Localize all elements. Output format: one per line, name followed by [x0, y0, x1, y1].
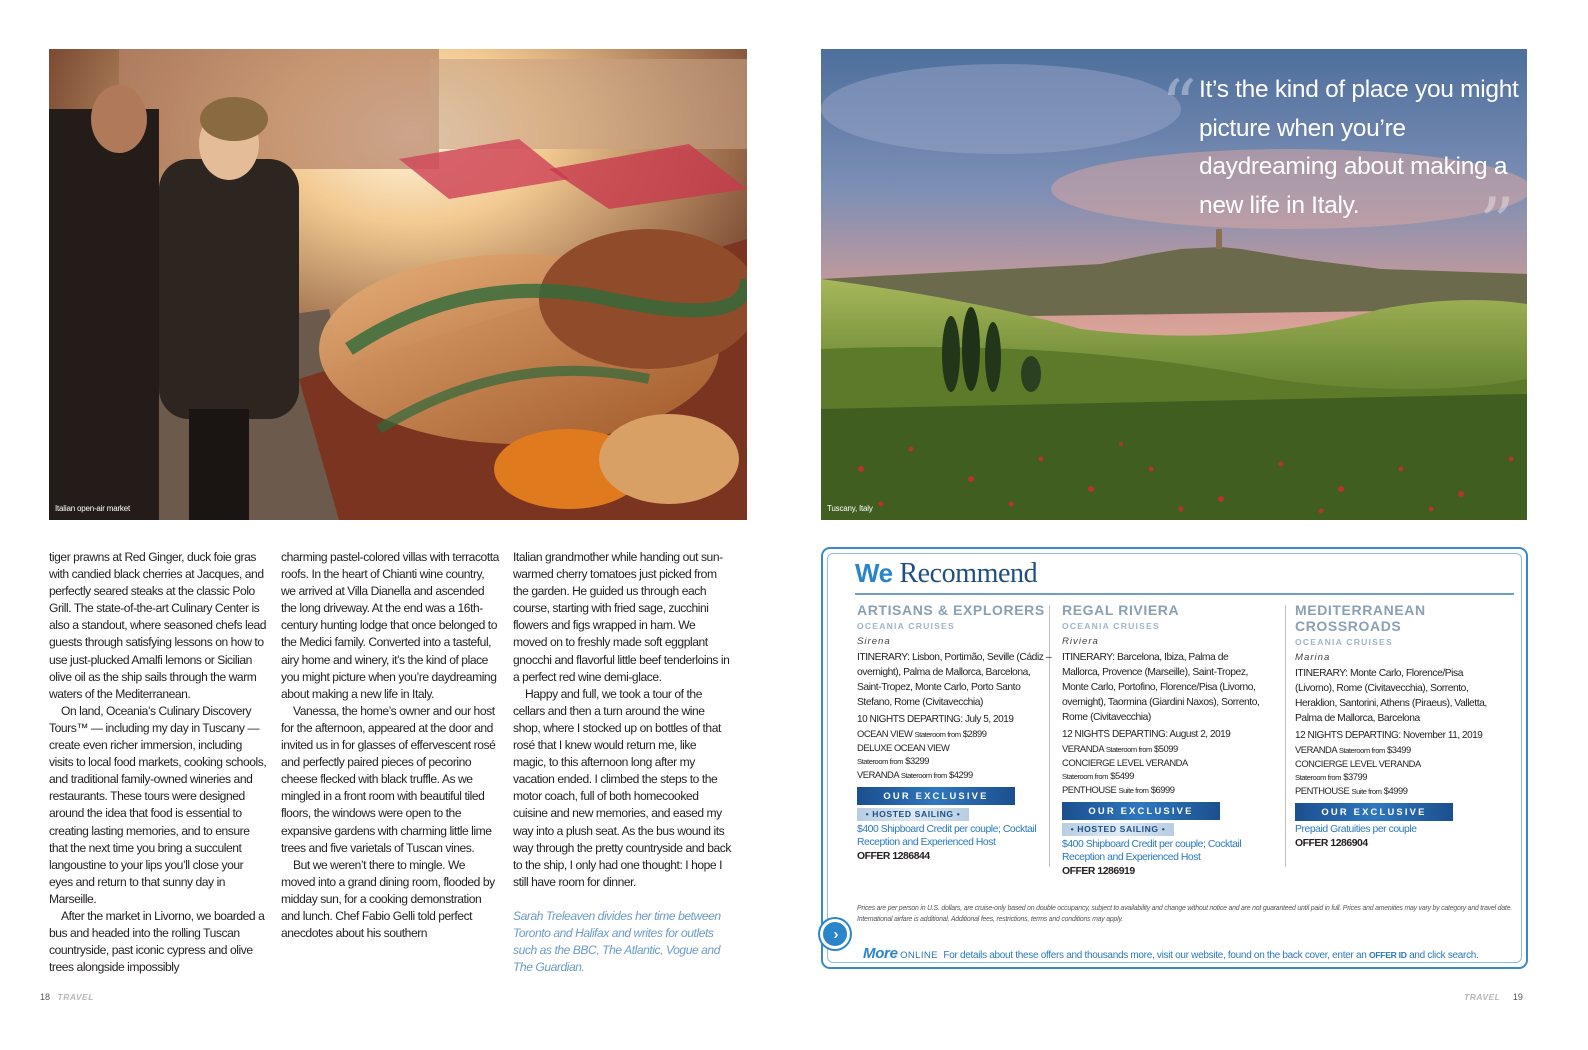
itinerary: ITINERARY: Monte Carlo, Florence/Pisa (Livorno), Rome (Civitavecchia), Sorrento, Heraklion, Santorini, Athens (Piraeus), Valletta, Palma de Mallorca, Barcelona [1295, 668, 1487, 724]
tuscany-caption: Tuscany, Italy [827, 504, 873, 513]
paragraph: charming pastel-colored villas with terracotta roofs. In the heart of Chianti wine country, we arrived at Villa Dianella and ascended the long driveway. At the end was a 16th-century hunting lodge that once belonged to the Medici family. Converted into a tasteful, airy home and winery, it’s the kind of place you might picture when you’re daydreaming about making a new life in Italy. [281, 550, 499, 701]
close-quote-mark-icon: ” [1479, 183, 1515, 265]
article-column-1 [49, 549, 267, 976]
author-bio: Sarah Treleaven divides her time between Toronto and Halifax and writes for outlets such as the BBC, The Atlantic, Vogue and The Guardian. [513, 908, 721, 975]
recommend-title-we: We [855, 558, 893, 588]
cruise-line: OCEANIA CRUISES [1062, 621, 1160, 631]
folio-brand-right: TRAVEL [1464, 992, 1501, 1002]
folio-left [40, 992, 94, 1002]
departure: 10 NIGHTS DEPARTING: July 5, 2019 [857, 714, 1014, 725]
hosted-sailing-banner: • HOSTED SAILING • [1062, 823, 1174, 836]
ship-name: Sirena [857, 636, 891, 647]
offer-id: OFFER 1286904 [1295, 838, 1368, 849]
room-price: VERANDA Stateroom from $3499 [1295, 744, 1411, 755]
offer-id-label: OFFER ID [1368, 950, 1407, 960]
exclusive-perk: $400 Shipboard Credit per couple; Cocktail Reception and Experienced Host [857, 824, 1037, 848]
page-number-right: 19 [1512, 992, 1523, 1002]
column-divider [1285, 605, 1286, 867]
cruise-name: REGAL RIVIERA [1062, 602, 1180, 618]
room-price: PENTHOUSE Suite from $4999 [1295, 785, 1408, 796]
hosted-sailing-banner: • HOSTED SAILING • [857, 808, 969, 821]
room-price: PENTHOUSE Suite from $6999 [1062, 784, 1175, 795]
our-exclusive-banner: OUR EXCLUSIVE [1295, 803, 1453, 821]
room-price: VERANDA Stateroom from $5099 [1062, 743, 1178, 754]
itinerary: ITINERARY: Lisbon, Portimão, Seville (Cádiz – overnight), Palma de Mallorca, Barcelona, Saint-Tropez, Monte Carlo, Porto Santo Stefano, Rome (Civitavecchia) [857, 652, 1052, 708]
tuscany-photo [821, 49, 1527, 520]
ship-name: Riviera [1062, 636, 1099, 647]
market-photo-art [49, 49, 747, 520]
cruise-line: OCEANIA CRUISES [857, 621, 955, 631]
market-caption: Italian open-air market [55, 504, 130, 513]
market-photo [49, 49, 747, 520]
room-price: VERANDA Stateroom from $4299 [857, 769, 973, 780]
article-column-3 [513, 549, 731, 976]
fine-print: Prices are per person in U.S. dollars, are cruise-only based on double occupancy, subject to availability and change without notice and are not guaranteed until paid in full. Prices and amenities may vary by category and travel date. International airfare is additional. Additional fees, restrictions, terms and conditions may apply. [857, 905, 1512, 923]
itinerary: ITINERARY: Barcelona, Ibiza, Palma de Mallorca, Provence (Marseille), Saint-Tropez, Monte Carlo, Portofino, Florence/Pisa (Livorno, overnight), Taormina (Giardini Naxos), Sorrento, Rome (Civitavecchia) [1062, 652, 1260, 723]
more-label: More [863, 945, 898, 962]
ship-name: Marina [1295, 652, 1331, 663]
our-exclusive-banner: OUR EXCLUSIVE [1062, 802, 1220, 820]
paragraph: tiger prawns at Red Ginger, duck foie gras with candied black cherries at Jacques, and perfectly seared steaks at the classic Polo Grill. The state-of-the-art Culinary Center is also a standout, where seasoned chefs lead guests through satisfying lessons on how to use just-plucked Amalfi lemons or Sicilian olive oil as the ship sails through the warm waters of the Mediterranean. [49, 550, 267, 701]
paragraph: Happy and full, we took a tour of the cellars and then a turn around the wine shop, where I stocked up on bottles of that rosé that I knew would return me, like magic, to this afternoon long after my vacation ended. I climbed the steps to the motor coach, full of both homecooked cuisine and new memories, and eased my way into a plush seat. As the bus wound its way through the pretty countryside and back to the ship, I only had one thought: I hope I still have room for dinner. [513, 686, 731, 889]
paragraph: After the market in Livorno, we boarded a bus and headed into the rolling Tuscan countryside, past iconic cypress and olive trees alongside impossibly [49, 908, 265, 975]
our-exclusive-banner: OUR EXCLUSIVE [857, 787, 1015, 805]
online-label: ONLINE [900, 950, 938, 961]
article-column-2 [281, 549, 499, 942]
offer-id: OFFER 1286919 [1062, 866, 1135, 877]
offer-card [1062, 602, 1260, 879]
folio-brand-left: TRAVEL [57, 992, 94, 1002]
exclusive-perk: $400 Shipboard Credit per couple; Cocktail Reception and Experienced Host [1062, 839, 1242, 863]
chevron-right-icon: › [833, 925, 839, 943]
cruise-name: MEDITERRANEAN CROSSROADS [1295, 602, 1426, 634]
folio-right [1464, 992, 1523, 1002]
paragraph: On land, Oceania’s Culinary Discovery Tours™ — including my day in Tuscany — create even richer immersion, including visits to local food markets, cooking schools, and traditional family-owned wineries and restaurants. These tours were designed around the idea that food is essential to creating lasting memories, and to ensure that the next time you bring a succulent langoustine to your lips you’ll close your eyes and return to that sunny day in Marseille. [49, 703, 267, 906]
cruise-name: ARTISANS & EXPLORERS [857, 602, 1045, 618]
room-price: CONCIERGE LEVEL VERANDA Stateroom from $5499 [1062, 757, 1188, 781]
departure: 12 NIGHTS DEPARTING: August 2, 2019 [1062, 729, 1231, 740]
offer-id: OFFER 1286844 [857, 851, 930, 862]
open-quote-mark-icon: “ [1161, 65, 1197, 147]
departure: 12 NIGHTS DEPARTING: November 11, 2019 [1295, 730, 1483, 741]
we-recommend-box [821, 547, 1528, 969]
room-price: DELUXE OCEAN VIEW Stateroom from $3299 [857, 742, 950, 766]
room-price: CONCIERGE LEVEL VERANDA Stateroom from $3799 [1295, 758, 1421, 782]
title-rule [855, 593, 1514, 595]
offer-card [857, 602, 1055, 864]
pull-quote: It’s the kind of place you might picture when you’re daydreaming about making a new life in Italy. [1199, 76, 1519, 219]
more-online-line [863, 945, 1479, 962]
cruise-line: OCEANIA CRUISES [1295, 637, 1393, 647]
more-end: and click search. [1409, 950, 1479, 961]
paragraph: Italian grandmother while handing out sun-warmed cherry tomatoes just picked from the garden. He guided us through each course, starting with fried sage, zucchini flowers and figs wrapped in ham. We moved on to freshly made soft eggplant gnocchi and flavorful little beef tenderloins in a perfect red wine demi-glace. [513, 550, 730, 684]
paragraph: But we weren’t there to mingle. We moved into a grand dining room, flooded by midday sun, for a cooking demonstration and lunch. Chef Fabio Gelli told perfect anecdotes about his southern [281, 857, 495, 941]
room-price: OCEAN VIEW Stateroom from $2899 [857, 728, 987, 739]
paragraph: Vanessa, the home’s owner and our host for the afternoon, appeared at the door and invited us in for glasses of effervescent rosé and perfectly paired pieces of pecorino cheese flecked with black truffle. As we mingled in a front room with beautiful tiled floors, the windows were open to the expansive gardens with charming little lime trees and five varietals of Tuscan vines. [281, 703, 496, 855]
recommend-title [855, 558, 1037, 590]
exclusive-perk: Prepaid Gratuities per couple [1295, 824, 1417, 835]
offer-card [1295, 602, 1493, 851]
more-arrow-icon[interactable] [820, 919, 850, 949]
page-number-left: 18 [40, 992, 51, 1002]
more-text: For details about these offers and thousands more, visit our website, found on the back cover, enter an [943, 950, 1367, 961]
recommend-title-rest: Recommend [899, 558, 1038, 589]
